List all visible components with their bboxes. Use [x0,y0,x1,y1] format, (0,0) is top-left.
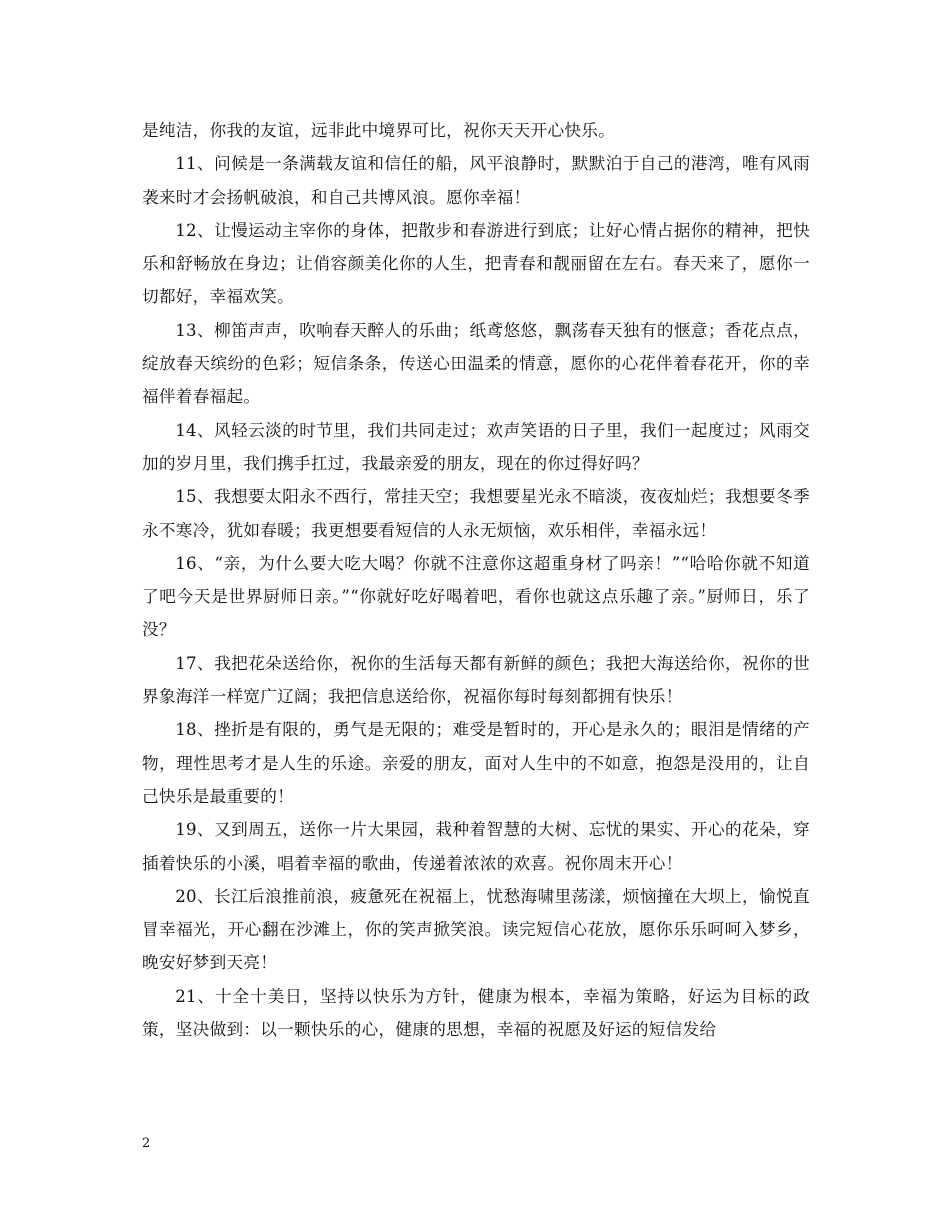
paragraph-item-21: 21、十全十美日，坚持以快乐为方针，健康为根本，幸福为策略，好运为目标的政策，坚决做到：以一颗快乐的心，健康的思想，幸福的祝愿及好运的短信发给 [142,986,810,1040]
paragraph-item-19: 19、又到周五，送你一片大果园，栽种着智慧的大树、忘忧的果实、开心的花朵，穿插着快乐的小溪，唱着幸福的歌曲，传递着浓浓的欢喜。祝你周末开心！ [142,820,810,873]
paragraph-item-12: 12、让慢运动主宰你的身体，把散步和春游进行到底；让好心情占据你的精神，把快乐和舒畅放在身边；让俏容颜美化你的人生，把青春和靓丽留在左右。春天来了，愿你一切都好，幸福欢笑。 [142,220,810,307]
paragraph-item-15: 15、我想要太阳永不西行，常挂天空；我想要星光永不暗淡，夜夜灿烂；我想要冬季永不寒冷，犹如春暖；我更想要看短信的人永无烦恼，欢乐相伴，幸福永远！ [142,487,810,540]
paragraph-continued: 是纯洁，你我的友谊，远非此中境界可比，祝你天天开心快乐。 [142,121,616,140]
paragraph-item-20: 20、长江后浪推前浪，疲惫死在祝福上，忧愁海啸里荡漾，烦恼撞在大坝上，愉悦直冒幸福光，开心翻在沙滩上，你的笑声掀笑浪。读完短信心花放，愿你乐乐呵呵入梦乡，晚安好梦到天亮！ [142,886,810,973]
page-number: 2 [142,1136,151,1151]
paragraph-item-18: 18、挫折是有限的，勇气是无限的；难受是暂时的，开心是永久的；眼泪是情绪的产物，理性思考才是人生的乐途。亲爱的朋友，面对人生中的不如意，抱怨是没用的，让自己快乐是最重要的！ [142,720,810,806]
paragraph-item-16: 16、“亲，为什么要大吃大喝？你就不注意你这超重身材了吗亲！”“哈哈你就不知道了吧今天是世界厨师日亲。”“你就好吃好喝着吧，看你也就这点乐趣了亲。”厨师日，乐了没？ [142,553,810,640]
paragraph-item-13: 13、柳笛声声，吹响春天醉人的乐曲；纸鸢悠悠，飘荡春天独有的惬意；香花点点，绽放春天缤纷的色彩；短信条条，传送心田温柔的情意，愿你的心花伴着春花开，你的幸福伴着春福起。 [142,320,810,407]
paragraph-item-14: 14、风轻云淡的时节里，我们共同走过；欢声笑语的日子里，我们一起度过；风雨交加的岁月里，我们携手扛过，我最亲爱的朋友，现在的你过得好吗？ [142,420,810,473]
document-body [142,114,810,1046]
paragraph-item-17: 17、我把花朵送给你，祝你的生活每天都有新鲜的颜色；我把大海送给你，祝你的世界象海洋一样宽广辽阔；我把信息送给你，祝福你每时每刻都拥有快乐！ [142,653,810,707]
paragraph-item-11: 11、问候是一条满载友谊和信任的船，风平浪静时，默默泊于自己的港湾，唯有风雨袭来时才会扬帆破浪，和自己共博风浪。愿你幸福！ [142,154,810,207]
